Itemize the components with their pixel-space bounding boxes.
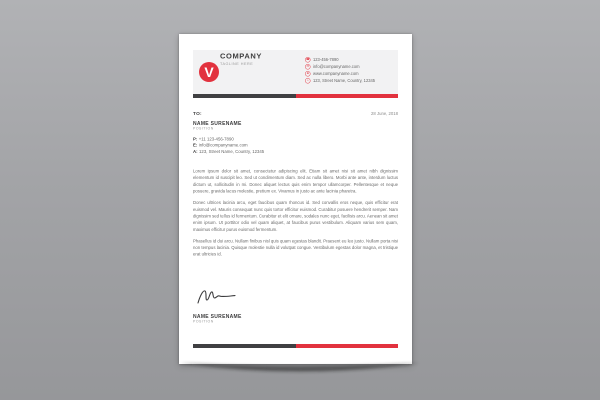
page-curl-shadow <box>172 360 428 386</box>
sender-position: POSITION <box>193 320 214 324</box>
divider-red-segment <box>296 94 399 98</box>
header-divider-bar <box>193 94 398 98</box>
contact-row-email <box>305 64 405 70</box>
letterhead-page <box>179 34 412 364</box>
footer-red-segment <box>296 344 399 348</box>
footer-dark-segment <box>193 344 296 348</box>
recipient-email-line: E: info@companyname.com <box>193 142 248 148</box>
recipient-phone-line: P: +11 123-456-7890 <box>193 136 234 142</box>
contact-email: info@companyname.com <box>313 64 360 69</box>
to-row <box>193 111 398 117</box>
body-paragraph-3: Phasellus id dui arcu. Nullam finibus nisl quis quam egestas blandit. Praesent eu leo justo. Nullam porta nisi non tempus lacinia. Quisque molestie nulla id volutpat congue. Vestibulum egestas dolor magna, et tristique erat ultricies id. <box>193 238 398 257</box>
contact-row-address <box>305 78 405 84</box>
signature-block <box>193 314 343 324</box>
header-contact-list <box>305 57 405 85</box>
signature-icon <box>195 287 239 307</box>
body-paragraph-2: Donec ultrices lacinia arcu, eget faucibus quam rhoncus id. Sed convallis eros neque, quis efficitur erat euismod vel. Mauris consequat nunc quis tortor efficitur euismod. Curabitur posuere hendrerit semper. Nam dignissim sed tellus id fermentum. Curabitur et elit ornare, sodales nunc eget, facilisis arcu. Aenean sit amet enim ipsum. Ut porttitor odio vel quam aliquet, at faucibus purus vestibulum. Aliquam varius sem quam, maximus efficitur purus euismod fermentum. <box>193 200 398 232</box>
recipient-name: NAME SURENAME <box>193 121 242 127</box>
company-tagline: TAGLINE HERE <box>220 61 254 66</box>
email-icon: ✉ <box>306 64 309 68</box>
letter-date: 28 June, 2018 <box>371 111 398 116</box>
recipient-contact-lines <box>193 136 398 155</box>
divider-dark-segment <box>193 94 296 98</box>
letter-body <box>193 168 398 263</box>
footer-divider-bar <box>193 344 398 348</box>
globe-icon: ⊕ <box>306 71 309 75</box>
contact-website: www.companyname.com <box>313 71 359 76</box>
logo-letter: V <box>204 64 214 80</box>
logo-v-icon <box>199 62 219 82</box>
body-paragraph-1: Lorem ipsum dolor sit amet, consectetur adipiscing elit. Etiam sit amet nisi sit amet nibh dignissim elementum id suscipit leo. Sed ut condimentum diam. Sed ac nulla libero. Morbi ante ante, interdum luctus dictum ut, sollicitudin in mi. Donec aliquet lectus quis enim tempor ullamcorper. Pellentesque et neque posuere, gravida lacus molestie, pretium ex. Vivamus in justo ac ante lacinia pharetra. <box>193 168 398 194</box>
phone-label: P: <box>193 136 198 142</box>
to-label: TO: <box>193 111 202 117</box>
address-label: A: <box>193 148 198 154</box>
company-logo <box>199 62 219 82</box>
recipient-position: POSITION <box>193 127 214 131</box>
email-label: E: <box>193 142 198 148</box>
company-name: COMPANY <box>220 52 262 61</box>
letterhead-header <box>193 50 398 94</box>
contact-address: 123, Street Name, Country, 12345 <box>313 78 376 83</box>
phone-icon: ☎ <box>306 57 310 61</box>
contact-row-phone <box>305 57 405 63</box>
location-icon: ⌂ <box>306 78 309 82</box>
contact-phone: 123-456-7890 <box>313 57 339 62</box>
recipient-address-line: A: 123, Street Name, Country, 12345 <box>193 148 265 154</box>
recipient-block <box>193 111 398 155</box>
contact-row-website <box>305 71 405 77</box>
sender-name: NAME SURENAME <box>193 314 242 320</box>
